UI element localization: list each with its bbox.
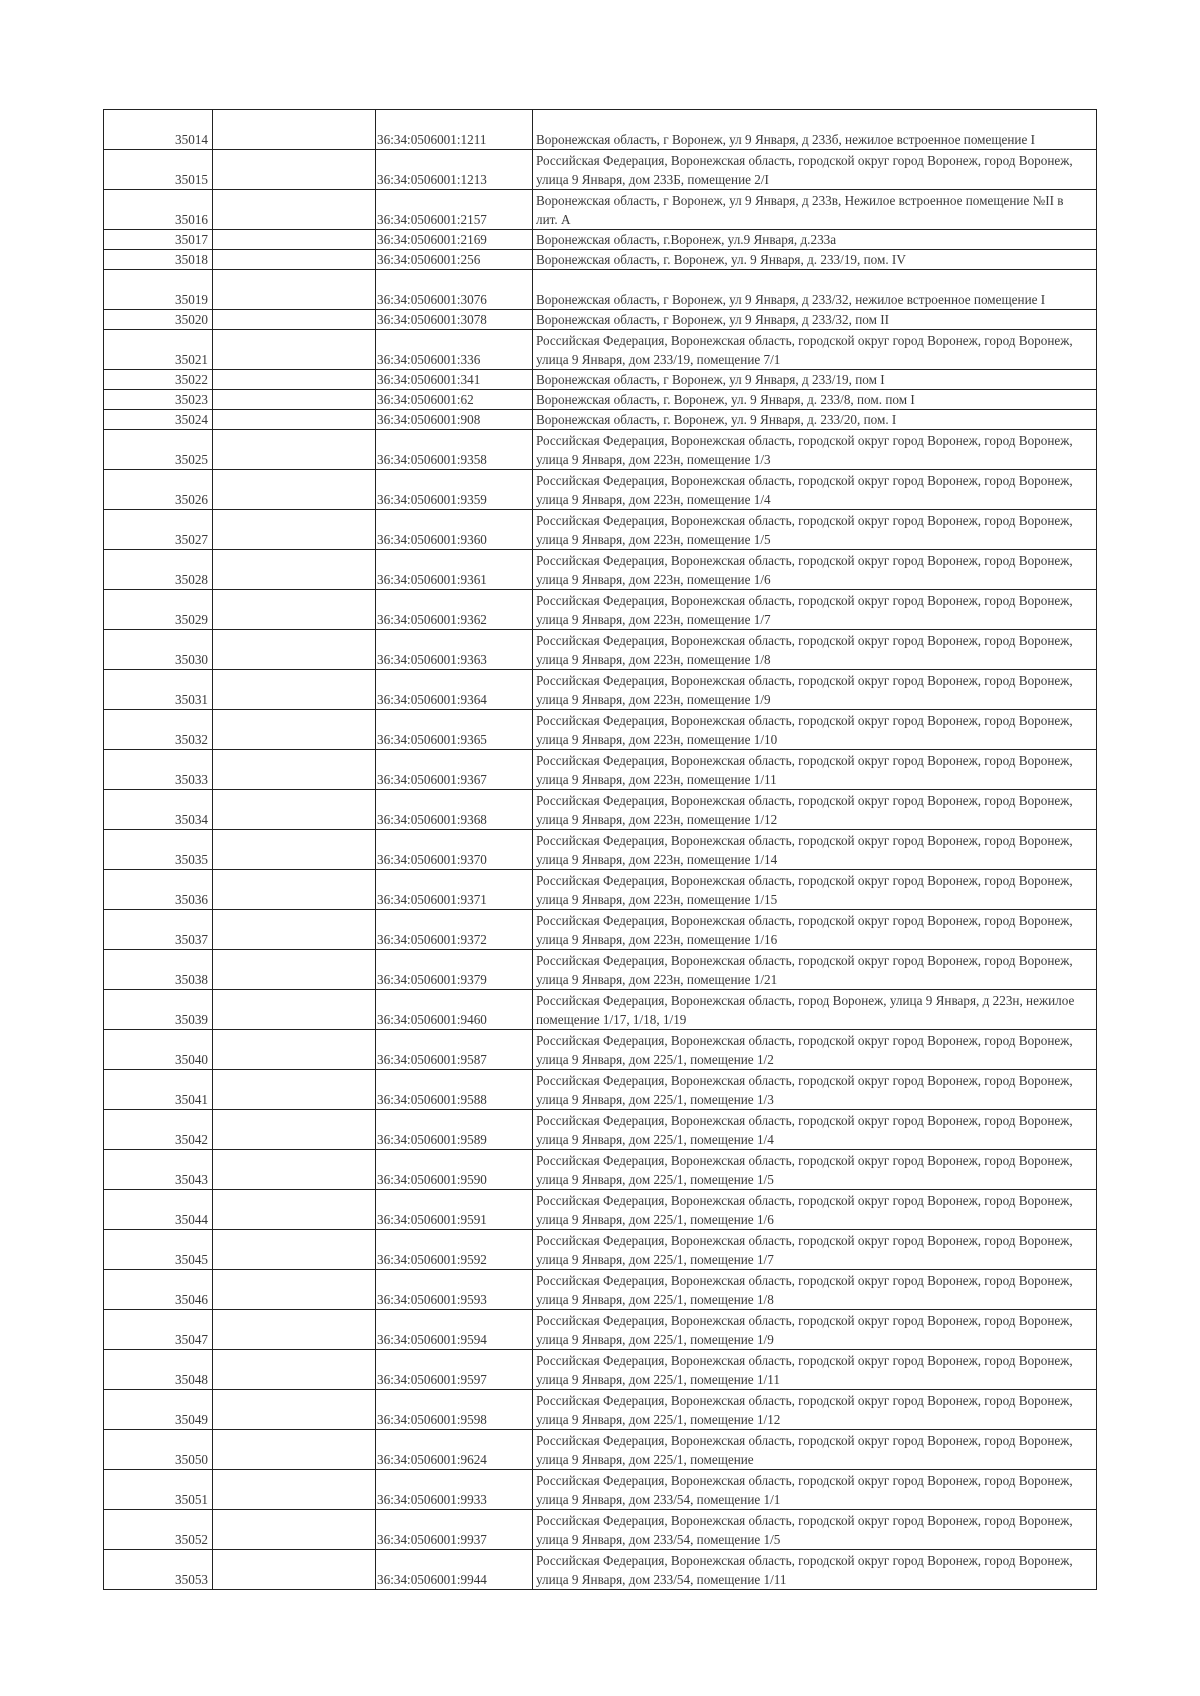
cadastral-number-cell: 36:34:0506001:9624 — [376, 1430, 533, 1470]
address-cell: Воронежская область, г. Воронеж, ул. 9 Января, д. 233/8, пом. пом I — [533, 390, 1097, 410]
address-cell: Российская Федерация, Воронежская область, городской округ город Воронеж, город Воронеж, улица 9 Января, дом 233/54, помещение 1/5 — [533, 1510, 1097, 1550]
row-number-cell: 35020 — [104, 310, 213, 330]
table-row — [104, 150, 1097, 190]
empty-cell — [213, 1430, 376, 1470]
row-number-cell: 35023 — [104, 390, 213, 410]
cadastral-number-cell: 36:34:0506001:1211 — [376, 110, 533, 150]
table-row — [104, 1390, 1097, 1430]
row-number-cell: 35045 — [104, 1230, 213, 1270]
row-number-cell: 35044 — [104, 1190, 213, 1230]
cadastral-number-cell: 36:34:0506001:9587 — [376, 1030, 533, 1070]
address-cell: Российская Федерация, Воронежская область, городской округ город Воронеж, город Воронеж, улица 9 Января, дом 225/1, помещение 1/5 — [533, 1150, 1097, 1190]
empty-cell — [213, 1470, 376, 1510]
cadastral-number-cell: 36:34:0506001:9933 — [376, 1470, 533, 1510]
empty-cell — [213, 950, 376, 990]
row-number-cell: 35037 — [104, 910, 213, 950]
cadastral-number-cell: 36:34:0506001:2169 — [376, 230, 533, 250]
empty-cell — [213, 590, 376, 630]
cadastral-number-cell: 36:34:0506001:9592 — [376, 1230, 533, 1270]
table-row — [104, 550, 1097, 590]
cadastral-number-cell: 36:34:0506001:9371 — [376, 870, 533, 910]
address-cell: Российская Федерация, Воронежская область, городской округ город Воронеж, город Воронеж, улица 9 Января, дом 225/1, помещение 1/2 — [533, 1030, 1097, 1070]
row-number-cell: 35039 — [104, 990, 213, 1030]
address-cell: Российская Федерация, Воронежская область, городской округ город Воронеж, город Воронеж, улица 9 Января, дом 223н, помещение 1/16 — [533, 910, 1097, 950]
empty-cell — [213, 370, 376, 390]
empty-cell — [213, 830, 376, 870]
table-row — [104, 1350, 1097, 1390]
cadastral-number-cell: 36:34:0506001:908 — [376, 410, 533, 430]
row-number-cell: 35034 — [104, 790, 213, 830]
empty-cell — [213, 270, 376, 310]
cadastral-number-cell: 36:34:0506001:9460 — [376, 990, 533, 1030]
row-number-cell: 35043 — [104, 1150, 213, 1190]
cadastral-number-cell: 36:34:0506001:9361 — [376, 550, 533, 590]
table-row — [104, 1150, 1097, 1190]
row-number-cell: 35024 — [104, 410, 213, 430]
empty-cell — [213, 150, 376, 190]
empty-cell — [213, 510, 376, 550]
empty-cell — [213, 1110, 376, 1150]
address-cell: Воронежская область, г. Воронеж, ул. 9 Января, д. 233/20, пом. I — [533, 410, 1097, 430]
row-number-cell: 35040 — [104, 1030, 213, 1070]
row-number-cell: 35032 — [104, 710, 213, 750]
row-number-cell: 35022 — [104, 370, 213, 390]
row-number-cell: 35017 — [104, 230, 213, 250]
table-row — [104, 1510, 1097, 1550]
address-cell: Российская Федерация, Воронежская область, городской округ город Воронеж, город Воронеж, улица 9 Января, дом 223н, помещение 1/7 — [533, 590, 1097, 630]
table-row — [104, 510, 1097, 550]
cadastral-number-cell: 36:34:0506001:9379 — [376, 950, 533, 990]
row-number-cell: 35042 — [104, 1110, 213, 1150]
address-cell: Российская Федерация, Воронежская область, городской округ город Воронеж, город Воронеж, улица 9 Января, дом 223н, помещение 1/4 — [533, 470, 1097, 510]
empty-cell — [213, 1030, 376, 1070]
table-row — [104, 270, 1097, 310]
address-cell: Российская Федерация, Воронежская область, город Воронеж, улица 9 Января, д 223н, нежилое помещение 1/17, 1/18, 1/19 — [533, 990, 1097, 1030]
empty-cell — [213, 1070, 376, 1110]
cadastral-number-cell: 36:34:0506001:9597 — [376, 1350, 533, 1390]
empty-cell — [213, 470, 376, 510]
address-cell: Российская Федерация, Воронежская область, городской округ город Воронеж, город Воронеж, улица 9 Января, дом 233/54, помещение 1/11 — [533, 1550, 1097, 1590]
table-row — [104, 330, 1097, 370]
empty-cell — [213, 430, 376, 470]
cadastral-number-cell: 36:34:0506001:256 — [376, 250, 533, 270]
address-cell: Воронежская область, г Воронеж, ул 9 Января, д 233б, нежилое встроенное помещение I — [533, 110, 1097, 150]
cadastral-number-cell: 36:34:0506001:1213 — [376, 150, 533, 190]
cadastral-number-cell: 36:34:0506001:9365 — [376, 710, 533, 750]
cadastral-number-cell: 36:34:0506001:9591 — [376, 1190, 533, 1230]
cadastral-number-cell: 36:34:0506001:9594 — [376, 1310, 533, 1350]
address-cell: Российская Федерация, Воронежская область, городской округ город Воронеж, город Воронеж, улица 9 Января, дом 223н, помещение 1/6 — [533, 550, 1097, 590]
address-cell: Российская Федерация, Воронежская область, городской округ город Воронеж, город Воронеж, улица 9 Января, дом 225/1, помещение 1/12 — [533, 1390, 1097, 1430]
table-row — [104, 1470, 1097, 1510]
row-number-cell: 35030 — [104, 630, 213, 670]
address-cell: Воронежская область, г Воронеж, ул 9 Января, д 233/19, пом I — [533, 370, 1097, 390]
empty-cell — [213, 1230, 376, 1270]
address-cell: Российская Федерация, Воронежская область, городской округ город Воронеж, город Воронеж, улица 9 Января, дом 223н, помещение 1/21 — [533, 950, 1097, 990]
cadastral-number-cell: 36:34:0506001:62 — [376, 390, 533, 410]
address-cell: Воронежская область, г.Воронеж, ул.9 Января, д.233а — [533, 230, 1097, 250]
cadastral-number-cell: 36:34:0506001:9937 — [376, 1510, 533, 1550]
address-cell: Российская Федерация, Воронежская область, городской округ город Воронеж, город Воронеж, улица 9 Января, дом 223н, помещение 1/9 — [533, 670, 1097, 710]
empty-cell — [213, 790, 376, 830]
table-row — [104, 870, 1097, 910]
row-number-cell: 35049 — [104, 1390, 213, 1430]
row-number-cell: 35047 — [104, 1310, 213, 1350]
address-cell: Российская Федерация, Воронежская область, городской округ город Воронеж, город Воронеж, улица 9 Января, дом 223н, помещение 1/14 — [533, 830, 1097, 870]
table-row — [104, 1430, 1097, 1470]
row-number-cell: 35027 — [104, 510, 213, 550]
row-number-cell: 35029 — [104, 590, 213, 630]
cadastral-number-cell: 36:34:0506001:9363 — [376, 630, 533, 670]
table-row — [104, 1270, 1097, 1310]
empty-cell — [213, 750, 376, 790]
cadastral-number-cell: 36:34:0506001:9590 — [376, 1150, 533, 1190]
address-cell: Российская Федерация, Воронежская область, городской округ город Воронеж, город Воронеж, улица 9 Января, дом 225/1, помещение 1/4 — [533, 1110, 1097, 1150]
address-cell: Российская Федерация, Воронежская область, городской округ город Воронеж, город Воронеж, улица 9 Января, дом 225/1, помещение 1/6 — [533, 1190, 1097, 1230]
empty-cell — [213, 190, 376, 230]
empty-cell — [213, 1150, 376, 1190]
row-number-cell: 35015 — [104, 150, 213, 190]
row-number-cell: 35041 — [104, 1070, 213, 1110]
cadastral-number-cell: 36:34:0506001:9589 — [376, 1110, 533, 1150]
empty-cell — [213, 1550, 376, 1590]
cadastral-number-cell: 36:34:0506001:9358 — [376, 430, 533, 470]
cadastral-number-cell: 36:34:0506001:336 — [376, 330, 533, 370]
empty-cell — [213, 710, 376, 750]
table-row — [104, 390, 1097, 410]
row-number-cell: 35019 — [104, 270, 213, 310]
cadastral-number-cell: 36:34:0506001:3078 — [376, 310, 533, 330]
cadastral-number-cell: 36:34:0506001:9944 — [376, 1550, 533, 1590]
row-number-cell: 35018 — [104, 250, 213, 270]
table-row — [104, 250, 1097, 270]
cadastral-number-cell: 36:34:0506001:3076 — [376, 270, 533, 310]
table-row — [104, 830, 1097, 870]
table-row — [104, 370, 1097, 390]
row-number-cell: 35028 — [104, 550, 213, 590]
empty-cell — [213, 550, 376, 590]
property-registry-table — [103, 109, 1097, 1590]
address-cell: Российская Федерация, Воронежская область, городской округ город Воронеж, город Воронеж, улица 9 Января, дом 225/1, помещение 1/7 — [533, 1230, 1097, 1270]
address-cell: Российская Федерация, Воронежская область, городской округ город Воронеж, город Воронеж, улица 9 Января, дом 225/1, помещение 1/3 — [533, 1070, 1097, 1110]
row-number-cell: 35025 — [104, 430, 213, 470]
empty-cell — [213, 250, 376, 270]
table-row — [104, 1190, 1097, 1230]
empty-cell — [213, 410, 376, 430]
row-number-cell: 35038 — [104, 950, 213, 990]
row-number-cell: 35052 — [104, 1510, 213, 1550]
address-cell: Воронежская область, г. Воронеж, ул. 9 Января, д. 233/19, пом. IV — [533, 250, 1097, 270]
table-row — [104, 430, 1097, 470]
empty-cell — [213, 870, 376, 910]
table-row — [104, 230, 1097, 250]
cadastral-number-cell: 36:34:0506001:9593 — [376, 1270, 533, 1310]
table-row — [104, 910, 1097, 950]
cadastral-number-cell: 36:34:0506001:341 — [376, 370, 533, 390]
cadastral-number-cell: 36:34:0506001:9367 — [376, 750, 533, 790]
address-cell: Российская Федерация, Воронежская область, городской округ город Воронеж, город Воронеж, улица 9 Января, дом 233/19, помещение 7/1 — [533, 330, 1097, 370]
cadastral-number-cell: 36:34:0506001:9362 — [376, 590, 533, 630]
address-cell: Воронежская область, г Воронеж, ул 9 Января, д 233в, Нежилое встроенное помещение №II в лит. А — [533, 190, 1097, 230]
row-number-cell: 35031 — [104, 670, 213, 710]
empty-cell — [213, 110, 376, 150]
table-row — [104, 750, 1097, 790]
row-number-cell: 35051 — [104, 1470, 213, 1510]
empty-cell — [213, 1390, 376, 1430]
row-number-cell: 35014 — [104, 110, 213, 150]
cadastral-number-cell: 36:34:0506001:9370 — [376, 830, 533, 870]
address-cell: Российская Федерация, Воронежская область, городской округ город Воронеж, город Воронеж, улица 9 Января, дом 225/1, помещение 1/9 — [533, 1310, 1097, 1350]
table-row — [104, 950, 1097, 990]
table-row — [104, 710, 1097, 750]
table-row — [104, 1030, 1097, 1070]
empty-cell — [213, 330, 376, 370]
address-cell: Воронежская область, г Воронеж, ул 9 Января, д 233/32, нежилое встроенное помещение I — [533, 270, 1097, 310]
table-row — [104, 190, 1097, 230]
address-cell: Российская Федерация, Воронежская область, городской округ город Воронеж, город Воронеж, улица 9 Января, дом 225/1, помещение — [533, 1430, 1097, 1470]
registry-table-body — [104, 110, 1097, 1590]
cadastral-number-cell: 36:34:0506001:9364 — [376, 670, 533, 710]
empty-cell — [213, 1270, 376, 1310]
row-number-cell: 35021 — [104, 330, 213, 370]
cadastral-number-cell: 36:34:0506001:9360 — [376, 510, 533, 550]
address-cell: Российская Федерация, Воронежская область, городской округ город Воронеж, город Воронеж, улица 9 Января, дом 225/1, помещение 1/8 — [533, 1270, 1097, 1310]
row-number-cell: 35016 — [104, 190, 213, 230]
cadastral-number-cell: 36:34:0506001:9588 — [376, 1070, 533, 1110]
cadastral-number-cell: 36:34:0506001:9372 — [376, 910, 533, 950]
row-number-cell: 35048 — [104, 1350, 213, 1390]
empty-cell — [213, 910, 376, 950]
row-number-cell: 35026 — [104, 470, 213, 510]
table-row — [104, 310, 1097, 330]
empty-cell — [213, 630, 376, 670]
empty-cell — [213, 1310, 376, 1350]
empty-cell — [213, 670, 376, 710]
table-row — [104, 790, 1097, 830]
cadastral-number-cell: 36:34:0506001:9359 — [376, 470, 533, 510]
table-row — [104, 1230, 1097, 1270]
address-cell: Российская Федерация, Воронежская область, городской округ город Воронеж, город Воронеж, улица 9 Января, дом 223н, помещение 1/12 — [533, 790, 1097, 830]
address-cell: Российская Федерация, Воронежская область, городской округ город Воронеж, город Воронеж, улица 9 Января, дом 223н, помещение 1/8 — [533, 630, 1097, 670]
cadastral-number-cell: 36:34:0506001:9598 — [376, 1390, 533, 1430]
empty-cell — [213, 230, 376, 250]
table-row — [104, 410, 1097, 430]
row-number-cell: 35046 — [104, 1270, 213, 1310]
cadastral-number-cell: 36:34:0506001:2157 — [376, 190, 533, 230]
address-cell: Российская Федерация, Воронежская область, городской округ город Воронеж, город Воронеж, улица 9 Января, дом 233/54, помещение 1/1 — [533, 1470, 1097, 1510]
row-number-cell: 35033 — [104, 750, 213, 790]
address-cell: Российская Федерация, Воронежская область, городской округ город Воронеж, город Воронеж, улица 9 Января, дом 225/1, помещение 1/11 — [533, 1350, 1097, 1390]
table-row — [104, 1550, 1097, 1590]
address-cell: Российская Федерация, Воронежская область, городской округ город Воронеж, город Воронеж, улица 9 Января, дом 223н, помещение 1/3 — [533, 430, 1097, 470]
table-row — [104, 670, 1097, 710]
table-row — [104, 630, 1097, 670]
address-cell: Российская Федерация, Воронежская область, городской округ город Воронеж, город Воронеж, улица 9 Января, дом 223н, помещение 1/15 — [533, 870, 1097, 910]
address-cell: Воронежская область, г Воронеж, ул 9 Января, д 233/32, пом II — [533, 310, 1097, 330]
table-row — [104, 1110, 1097, 1150]
row-number-cell: 35035 — [104, 830, 213, 870]
table-row — [104, 1070, 1097, 1110]
address-cell: Российская Федерация, Воронежская область, городской округ город Воронеж, город Воронеж, улица 9 Января, дом 223н, помещение 1/5 — [533, 510, 1097, 550]
empty-cell — [213, 1190, 376, 1230]
table-row — [104, 1310, 1097, 1350]
row-number-cell: 35050 — [104, 1430, 213, 1470]
row-number-cell: 35036 — [104, 870, 213, 910]
empty-cell — [213, 390, 376, 410]
address-cell: Российская Федерация, Воронежская область, городской округ город Воронеж, город Воронеж, улица 9 Января, дом 223н, помещение 1/10 — [533, 710, 1097, 750]
address-cell: Российская Федерация, Воронежская область, городской округ город Воронеж, город Воронеж, улица 9 Января, дом 233Б, помещение 2/I — [533, 150, 1097, 190]
table-row — [104, 990, 1097, 1030]
empty-cell — [213, 990, 376, 1030]
table-row — [104, 590, 1097, 630]
cadastral-number-cell: 36:34:0506001:9368 — [376, 790, 533, 830]
table-row — [104, 470, 1097, 510]
row-number-cell: 35053 — [104, 1550, 213, 1590]
table-row — [104, 110, 1097, 150]
empty-cell — [213, 1350, 376, 1390]
empty-cell — [213, 310, 376, 330]
address-cell: Российская Федерация, Воронежская область, городской округ город Воронеж, город Воронеж, улица 9 Января, дом 223н, помещение 1/11 — [533, 750, 1097, 790]
empty-cell — [213, 1510, 376, 1550]
